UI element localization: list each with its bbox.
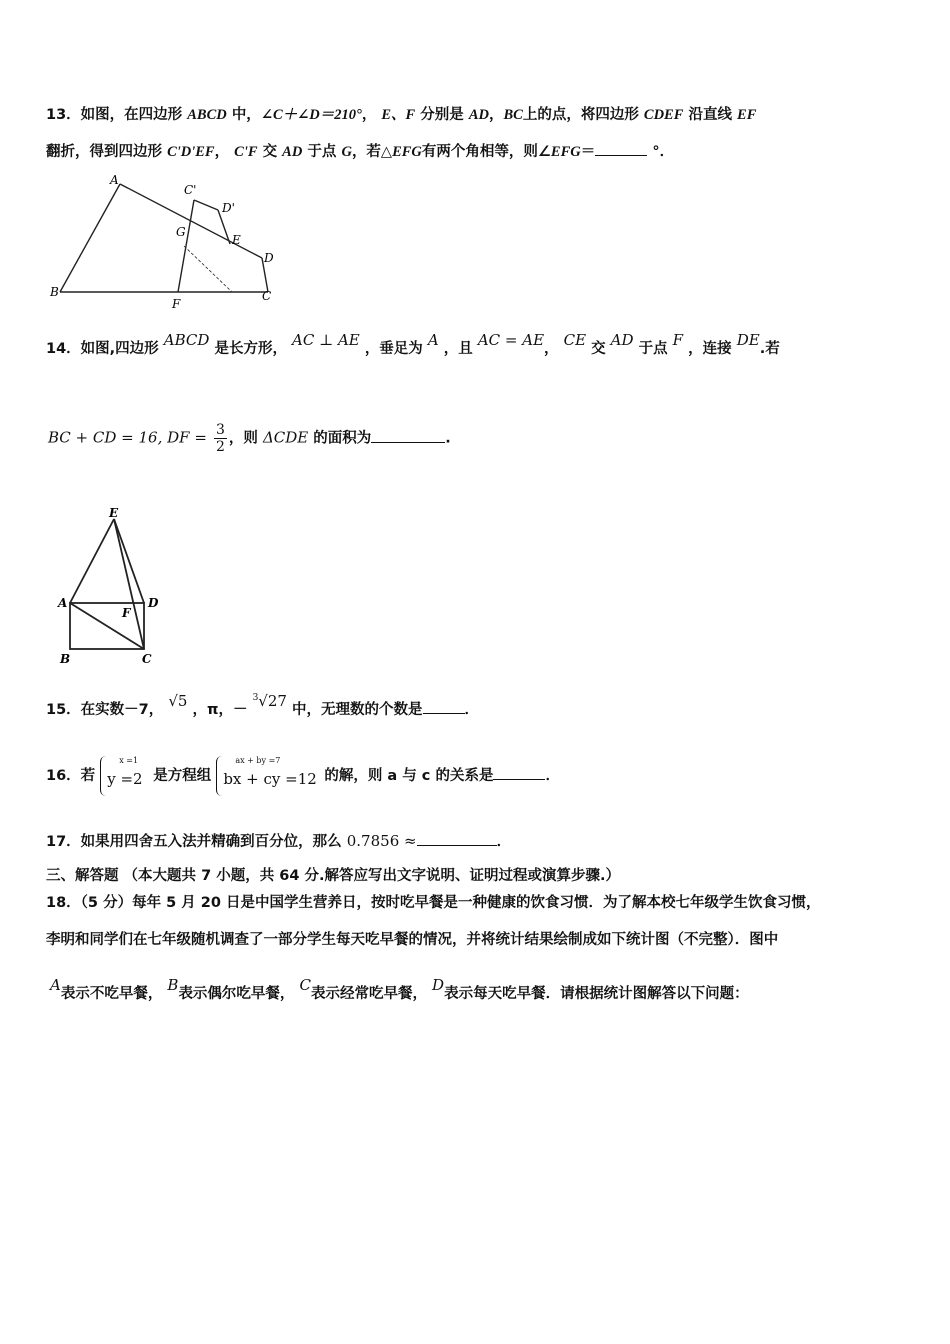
edge-ed bbox=[114, 519, 144, 603]
q18-line3 bbox=[50, 976, 749, 1003]
q18-text: 18．（5 分）每年 5 月 20 日是中国学生营养日，按时吃早餐是一种健康的饮食习惯．为了解本校七年级学生饮食习惯， bbox=[46, 895, 821, 911]
q14-ad: AD bbox=[610, 331, 634, 349]
edge-ae bbox=[70, 519, 114, 603]
system-row-1: x =1 bbox=[119, 756, 139, 765]
q13-cf: C'F bbox=[234, 144, 258, 160]
radicand: √27 bbox=[258, 692, 287, 710]
q15-text: ． bbox=[464, 702, 480, 718]
q14-text: .若 bbox=[759, 341, 780, 357]
q14-fraction bbox=[214, 422, 227, 455]
answer-blank[interactable] bbox=[371, 430, 445, 443]
label-b: B bbox=[50, 285, 59, 299]
q14-figure bbox=[52, 505, 172, 670]
q16-solution-system bbox=[100, 756, 153, 796]
label-d-prime: D' bbox=[222, 201, 235, 215]
q15-text: 中，无理数的个数是 bbox=[292, 702, 423, 718]
q14-point-f: F bbox=[672, 331, 684, 349]
edge-ac bbox=[70, 603, 144, 649]
answer-blank[interactable] bbox=[493, 767, 545, 780]
label-e: E bbox=[232, 233, 241, 247]
q13-text: 翻折，得到四边形 bbox=[46, 144, 162, 160]
q14-text: ， bbox=[544, 341, 559, 357]
q13-bc: BC bbox=[503, 107, 523, 123]
q14-abcd: ABCD bbox=[163, 331, 210, 349]
q18-c: C bbox=[299, 976, 311, 994]
label-c: C bbox=[262, 289, 272, 303]
q14-text: 14．如图,四边形 bbox=[46, 341, 159, 357]
q14-text: ，垂足为 bbox=[364, 341, 423, 357]
q18-line2 bbox=[46, 928, 778, 949]
label-c-prime: C' bbox=[184, 183, 197, 197]
numerator: 3 bbox=[215, 422, 225, 438]
label-d: D bbox=[148, 596, 159, 610]
q14-de: DE bbox=[736, 331, 760, 349]
q18-text: 表示经常吃早餐， bbox=[310, 986, 427, 1002]
q13-figure bbox=[46, 170, 286, 310]
q18-text: 李明和同学们在七年级随机调查了一部分学生每天吃早餐的情况，并将统计结果绘制成如下统计图（不完整）．图中 bbox=[46, 932, 779, 948]
q13-line-ef: EF bbox=[737, 107, 757, 123]
q14-text: 的面积为 bbox=[313, 430, 372, 447]
edge-cf bbox=[178, 200, 194, 292]
q13-text: 中， bbox=[231, 107, 261, 123]
q17-text: 17．如果用四舍五入法并精确到百分位，那么 bbox=[46, 834, 342, 850]
label-c: C bbox=[142, 652, 152, 666]
q13-cdef: CDEF bbox=[643, 107, 684, 123]
label-d: D bbox=[264, 251, 274, 265]
q15-text: 15．在实数－7， bbox=[46, 702, 164, 718]
q18-a: A bbox=[50, 976, 61, 994]
q14-line2 bbox=[48, 422, 451, 455]
label-f: F bbox=[122, 606, 131, 620]
q13-line2: 翻折，得到四边形 C'D'EF， C'F 交 AD 于点 G，若△EFG有两个角相等，则∠EFG＝ °． bbox=[46, 144, 675, 160]
q13-efg: EFG bbox=[550, 144, 581, 160]
q18-line1 bbox=[46, 891, 821, 912]
fold-line bbox=[184, 246, 232, 292]
q16-text: 16．若 bbox=[46, 768, 96, 784]
q16-equation-system bbox=[216, 756, 319, 796]
q13-text: ， bbox=[361, 107, 377, 123]
q13-text: ＝ bbox=[580, 144, 596, 160]
q13-angle-sum: ∠C＋∠D＝210° bbox=[260, 107, 362, 123]
q17-value: 0.7856 ≈ bbox=[346, 832, 417, 850]
q13-efg: EFG bbox=[392, 144, 422, 160]
q17-line bbox=[46, 830, 511, 851]
q15-cbrt27 bbox=[253, 692, 287, 710]
root-index: 3 bbox=[252, 693, 259, 703]
q13-text: 于点 bbox=[307, 144, 337, 160]
q14-condition: BC + CD = 16, DF = bbox=[48, 428, 207, 447]
q13-quad-abcd: ABCD bbox=[187, 107, 227, 123]
q13-ad: AD bbox=[468, 107, 489, 123]
q14-text: 于点 bbox=[638, 341, 668, 357]
q13-cdef-folded: C'D'EF bbox=[167, 144, 215, 160]
q13-text: ，若△ bbox=[351, 144, 393, 160]
section-3-heading bbox=[46, 864, 620, 885]
label-b: B bbox=[60, 652, 71, 666]
q16-line bbox=[46, 756, 560, 796]
q13-text: °． bbox=[652, 144, 675, 160]
q14-point-a: A bbox=[427, 331, 439, 349]
section-title: 三、解答题 （本大题共 7 小题，共 64 分.解答应写出文字说明、证明过程或演算步骤.） bbox=[46, 868, 621, 884]
answer-blank[interactable] bbox=[595, 143, 647, 156]
q17-text: ． bbox=[496, 834, 512, 850]
q13-text: 有两个角相等，则∠ bbox=[421, 144, 551, 160]
q13-text: 交 bbox=[262, 144, 278, 160]
q13-points-ef: E、F bbox=[381, 107, 416, 123]
label-a: A bbox=[58, 596, 68, 610]
q18-text: 表示每天吃早餐．请根据统计图解答以下问题： bbox=[444, 986, 749, 1002]
q14-perp: AC ⊥ AE bbox=[292, 331, 360, 349]
q18-text: 表示不吃早餐， bbox=[60, 986, 163, 1002]
q18-text: 表示偶尔吃早餐， bbox=[178, 986, 295, 1002]
q18-b: B bbox=[167, 976, 179, 994]
q14-triangle: ΔCDE bbox=[262, 428, 309, 447]
edge-ec bbox=[114, 519, 144, 649]
label-a: A bbox=[110, 173, 119, 187]
system-row-2: y =2 bbox=[107, 770, 143, 788]
q13-line1: 13．如图，在四边形 ABCD 中，∠C＋∠D＝210°， E、F 分别是 AD，BC上的点，将四边形 CDEF 沿直线 EF bbox=[46, 107, 757, 123]
edge-ab bbox=[60, 184, 120, 292]
q14-text: ，连接 bbox=[688, 341, 732, 357]
answer-blank[interactable] bbox=[417, 833, 497, 846]
q15-sqrt5: √5 bbox=[168, 692, 188, 710]
q14-text: ，则 bbox=[228, 430, 258, 447]
system-row-1: ax + by =7 bbox=[235, 756, 281, 765]
label-f: F bbox=[172, 297, 181, 310]
label-g: G bbox=[176, 225, 186, 239]
q15-line bbox=[46, 692, 480, 719]
label-e: E bbox=[109, 506, 119, 520]
q14-ce: CE bbox=[563, 331, 587, 349]
q16-text: ． bbox=[545, 768, 560, 784]
q13-text: 上的点，将四边形 bbox=[522, 107, 639, 123]
q16-text: 是方程组 bbox=[153, 768, 212, 784]
q14-text: 交 bbox=[591, 341, 606, 357]
edge-cd bbox=[194, 200, 218, 210]
system-row-2: bx + cy =12 bbox=[223, 770, 317, 788]
q18-d: D bbox=[432, 976, 445, 994]
q13-text: 沿直线 bbox=[688, 107, 732, 123]
q13-g: G bbox=[341, 144, 352, 160]
answer-blank[interactable] bbox=[423, 701, 465, 714]
q16-text: 的解，则 a 与 c 的关系是 bbox=[324, 768, 494, 784]
q14-text: . bbox=[445, 430, 451, 447]
denominator: 2 bbox=[215, 439, 225, 455]
q14-line1 bbox=[46, 331, 780, 358]
q14-text: 是长方形， bbox=[214, 341, 287, 357]
q15-text: ，π，－ bbox=[192, 702, 248, 718]
q13-ad: AD bbox=[282, 144, 303, 160]
q14-text: ，且 bbox=[443, 341, 473, 357]
q14-ac-ae: AC = AE bbox=[477, 331, 545, 349]
q13-text: 分别是 bbox=[420, 107, 464, 123]
q13-text: 13．如图，在四边形 bbox=[46, 107, 183, 123]
